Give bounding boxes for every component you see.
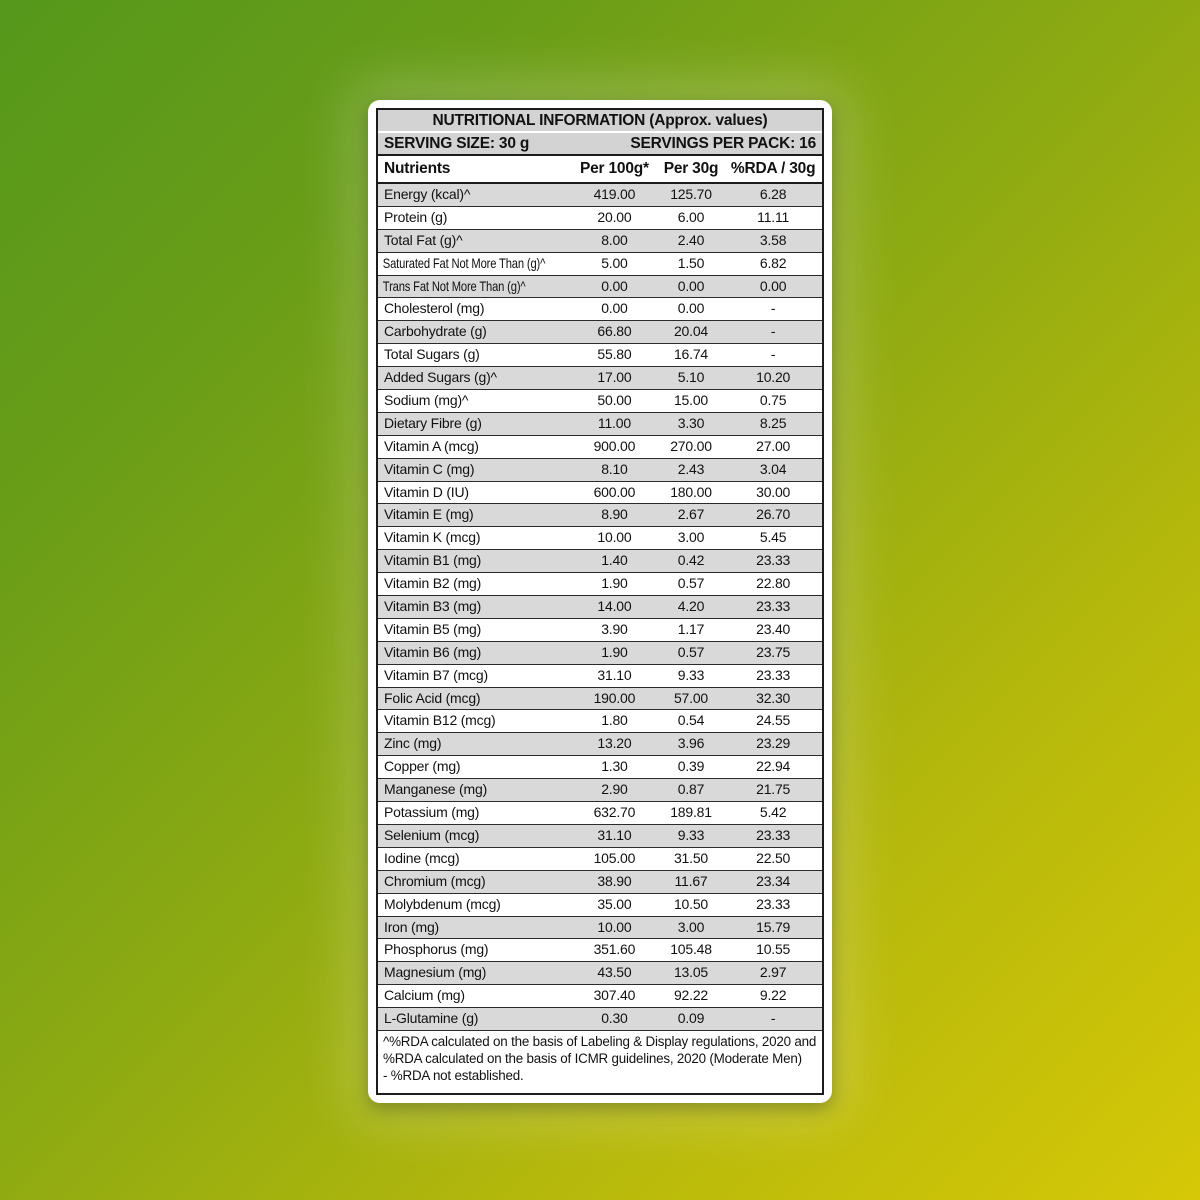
nutrient-value-rda: 3.04: [759, 460, 787, 477]
nutrient-value-rda: 30.00: [756, 483, 791, 500]
nutrient-name: Potassium (mg): [384, 804, 480, 821]
nutrient-value-per-100g: 14.00: [597, 598, 632, 615]
table-row: [378, 596, 822, 619]
nutrient-value-rda: 23.33: [756, 552, 791, 569]
nutrient-value-per-100g: 10.00: [597, 529, 632, 546]
table-row: [378, 802, 822, 825]
nutrient-value-per-30g: 0.00: [677, 300, 705, 317]
table-row: [378, 276, 822, 299]
nutrient-name: Energy (kcal)^: [384, 186, 471, 202]
nutrient-value-per-100g: 8.10: [601, 460, 628, 477]
nutrient-value-rda: 23.29: [756, 735, 791, 752]
table-row: [378, 756, 822, 779]
nutrient-value-per-100g: 55.80: [597, 346, 632, 363]
nutrient-value-per-100g: 8.90: [601, 506, 628, 523]
table-row: [378, 779, 822, 802]
nutrient-value-per-30g: 2.43: [677, 460, 705, 477]
column-header-nutrients: Nutrients: [384, 160, 451, 177]
nutrient-name: L-Glutamine (g): [384, 1010, 479, 1027]
nutrient-name: Magnesium (mg): [384, 964, 487, 981]
nutrient-name: Iodine (mcg): [384, 849, 460, 866]
nutrient-value-per-100g: 50.00: [597, 392, 632, 409]
nutrient-value-per-30g: 31.50: [673, 849, 709, 866]
nutrient-value-per-30g: 0.39: [677, 758, 705, 775]
nutrient-value-per-30g: 125.70: [670, 186, 712, 202]
nutrient-name: Saturated Fat Not More Than (g)^: [382, 254, 546, 271]
nutrient-value-per-100g: 419.00: [593, 186, 636, 202]
nutrient-value-rda: 23.33: [756, 598, 791, 615]
servings-per-pack-label: SERVINGS PER PACK: 16: [630, 135, 816, 152]
nutrient-value-per-100g: 5.00: [601, 254, 628, 271]
table-row: [378, 344, 822, 367]
nutrient-value-per-30g: 11.67: [674, 872, 708, 889]
nutrient-value-per-30g: 16.74: [673, 346, 709, 363]
footnote: [378, 1031, 822, 1093]
nutrient-rows: [378, 184, 822, 1031]
nutrient-value-rda: 23.33: [756, 666, 791, 683]
nutrient-value-per-30g: 3.00: [677, 529, 705, 546]
table-row: [378, 871, 822, 894]
nutrient-value-rda: 23.75: [756, 643, 791, 660]
nutrient-name: Vitamin E (mg): [384, 506, 474, 523]
nutrient-value-per-30g: 20.04: [673, 323, 709, 340]
nutrient-name: Molybdenum (mcg): [384, 895, 501, 912]
nutrient-name: Calcium (mg): [384, 987, 465, 1004]
nutrient-value-per-30g: 270.00: [670, 437, 712, 454]
nutrient-value-per-30g: 0.54: [677, 712, 705, 729]
nutrient-value-per-100g: 31.10: [597, 826, 632, 843]
table-row: [378, 436, 822, 459]
table-row: [378, 527, 822, 550]
table-row: [378, 962, 822, 985]
nutrient-value-rda: 23.33: [756, 826, 791, 843]
nutrient-value-per-30g: 3.96: [677, 735, 705, 752]
nutrient-name: Added Sugars (g)^: [384, 369, 497, 386]
nutrient-name: Vitamin A (mcg): [384, 437, 479, 454]
nutrient-name: Vitamin B3 (mg): [384, 598, 482, 615]
nutrient-value-rda: 6.28: [759, 186, 787, 202]
nutrient-value-rda: 26.70: [756, 506, 791, 523]
nutrient-value-rda: -: [770, 1010, 776, 1027]
nutrient-value-per-100g: 43.50: [597, 964, 632, 981]
table-row: [378, 253, 822, 276]
nutrient-value-per-100g: 1.90: [601, 643, 628, 660]
nutrient-name: Protein (g): [384, 208, 448, 225]
column-header-row: [378, 156, 822, 184]
nutrient-name: Vitamin B12 (mcg): [384, 712, 496, 729]
nutrient-value-per-100g: 600.00: [593, 483, 636, 500]
nutrient-value-per-100g: 8.00: [601, 231, 628, 248]
nutrient-value-per-30g: 189.81: [670, 804, 712, 821]
nutrient-value-rda: 32.30: [756, 689, 791, 706]
nutrient-name: Vitamin K (mcg): [384, 529, 481, 546]
nutrient-value-rda: 21.75: [756, 781, 791, 798]
column-header-rda-30g: %RDA / 30g: [730, 160, 816, 177]
nutrient-value-per-100g: 0.00: [601, 277, 628, 294]
nutrient-value-per-30g: 3.30: [677, 414, 705, 431]
nutrient-value-rda: 2.97: [759, 964, 787, 981]
nutrient-value-per-30g: 2.67: [677, 506, 705, 523]
nutrient-value-per-30g: 0.00: [677, 277, 705, 294]
table-row: [378, 367, 822, 390]
nutrient-value-per-30g: 0.09: [677, 1010, 705, 1027]
nutrient-value-per-30g: 1.50: [677, 254, 705, 271]
nutrient-name: Total Fat (g)^: [384, 231, 463, 248]
nutrient-value-per-100g: 35.00: [597, 895, 632, 912]
serving-size-label: SERVING SIZE: 30 g: [384, 135, 530, 152]
nutrient-value-per-100g: 3.90: [601, 620, 628, 637]
nutrient-name: Selenium (mcg): [384, 826, 480, 843]
nutrient-value-per-100g: 632.70: [593, 804, 636, 821]
nutrient-name: Vitamin B5 (mg): [384, 620, 482, 637]
footnote-line-1: ^%RDA calculated on the basis of Labeling & Display regulations, 2020 and %RDA calculated on the basis of ICMR guidelines, 2020 (Moderate Men): [383, 1033, 817, 1066]
table-row: [378, 848, 822, 871]
nutrient-value-rda: 8.25: [759, 414, 787, 431]
nutrient-value-rda: 3.58: [759, 231, 787, 248]
table-row: [378, 230, 822, 253]
nutrient-value-per-100g: 351.60: [593, 941, 636, 958]
nutrient-value-per-100g: 10.00: [597, 918, 632, 935]
nutrient-name: Chromium (mcg): [384, 872, 486, 889]
nutrient-value-per-30g: 10.50: [673, 895, 709, 912]
nutrient-value-per-100g: 0.00: [601, 300, 628, 317]
nutrient-value-per-30g: 0.57: [677, 643, 705, 660]
nutrient-value-rda: 22.80: [756, 575, 791, 592]
table-row: [378, 573, 822, 596]
nutrient-value-per-30g: 3.00: [677, 918, 705, 935]
nutrient-name: Vitamin B1 (mg): [384, 552, 482, 569]
nutrient-value-rda: 22.50: [756, 849, 791, 866]
nutrient-value-per-30g: 92.22: [673, 987, 709, 1004]
table-row: [378, 688, 822, 711]
nutrient-name: Manganese (mg): [384, 781, 488, 798]
nutrient-name: Phosphorus (mg): [384, 941, 489, 958]
table-row: [378, 459, 822, 482]
table-row: [378, 298, 822, 321]
nutrient-value-rda: 0.75: [759, 392, 787, 409]
table-row: [378, 894, 822, 917]
table-row: [378, 390, 822, 413]
table-row: [378, 504, 822, 527]
nutrient-value-per-100g: 66.80: [597, 323, 632, 340]
nutrient-name: Vitamin B2 (mg): [384, 575, 482, 592]
nutrient-value-per-100g: 20.00: [597, 208, 632, 225]
nutrient-name: Sodium (mg)^: [384, 392, 469, 409]
table-row: [378, 1008, 822, 1031]
table-title: NUTRITIONAL INFORMATION (Approx. values): [378, 110, 822, 133]
table-row: [378, 665, 822, 688]
nutrient-value-per-100g: 17.00: [597, 369, 632, 386]
nutrient-value-per-100g: 1.80: [601, 712, 628, 729]
nutrient-value-rda: -: [770, 300, 776, 317]
nutrient-value-per-100g: 307.40: [593, 987, 636, 1004]
nutrient-value-rda: 0.00: [759, 277, 787, 294]
nutrient-value-rda: -: [770, 323, 776, 340]
table-row: [378, 550, 822, 573]
nutrient-value-per-30g: 57.00: [673, 689, 709, 706]
nutrient-name: Copper (mg): [384, 758, 461, 775]
nutrient-value-per-30g: 1.17: [677, 620, 705, 637]
nutrient-value-per-30g: 0.87: [677, 781, 705, 798]
nutrient-value-rda: -: [770, 346, 776, 363]
nutrient-value-rda: 23.40: [756, 620, 791, 637]
nutrient-value-per-100g: 13.20: [597, 735, 632, 752]
nutrient-value-per-30g: 13.05: [673, 964, 709, 981]
nutrient-value-per-100g: 900.00: [593, 437, 636, 454]
nutrient-name: Vitamin B6 (mg): [384, 643, 482, 660]
nutrient-value-per-30g: 5.10: [677, 369, 705, 386]
nutrient-value-per-30g: 180.00: [670, 483, 712, 500]
nutrient-value-rda: 24.55: [756, 712, 791, 729]
table-row: [378, 413, 822, 436]
table-row: [378, 321, 822, 344]
nutrient-value-per-30g: 0.42: [677, 552, 705, 569]
nutrient-value-per-100g: 31.10: [597, 666, 632, 683]
table-row: [378, 985, 822, 1008]
nutrient-name: Iron (mg): [384, 918, 439, 935]
column-header-per-100g: Per 100g*: [579, 160, 649, 177]
nutrient-value-per-30g: 4.20: [677, 598, 705, 615]
nutrient-value-per-100g: 2.90: [601, 781, 628, 798]
nutrient-value-per-100g: 1.90: [601, 575, 628, 592]
nutrient-value-per-30g: 105.48: [670, 941, 712, 958]
nutrient-name: Trans Fat Not More Than (g)^: [382, 277, 526, 294]
nutrient-value-rda: 15.79: [756, 918, 791, 935]
table-row: [378, 917, 822, 940]
nutrition-table: [376, 108, 824, 1095]
footnote-line-2: - %RDA not established.: [383, 1067, 524, 1083]
nutrient-value-rda: 27.00: [756, 437, 791, 454]
table-row: [378, 825, 822, 848]
table-row: [378, 482, 822, 505]
nutrient-value-rda: 23.34: [756, 872, 791, 889]
nutrient-name: Carbohydrate (g): [384, 323, 487, 340]
table-row: [378, 710, 822, 733]
nutrient-name: Cholesterol (mg): [384, 300, 485, 317]
nutrient-name: Dietary Fibre (g): [384, 414, 482, 431]
table-row: [378, 207, 822, 230]
nutrient-value-per-100g: 11.00: [597, 414, 631, 431]
nutrient-value-per-100g: 105.00: [593, 849, 636, 866]
nutrient-value-rda: 9.22: [759, 987, 787, 1004]
nutrient-name: Total Sugars (g): [384, 346, 480, 363]
nutrient-value-per-100g: 1.40: [601, 552, 628, 569]
nutrient-name: Vitamin C (mg): [384, 460, 475, 477]
serving-row: [378, 133, 822, 156]
nutrient-value-per-30g: 15.00: [673, 392, 709, 409]
nutrient-value-per-30g: 0.57: [677, 575, 705, 592]
nutrient-value-per-100g: 0.30: [601, 1010, 628, 1027]
column-header-per-30g: Per 30g: [663, 160, 719, 177]
nutrient-value-rda: 11.11: [757, 208, 790, 225]
nutrient-value-per-100g: 1.30: [601, 758, 628, 775]
nutrient-value-per-100g: 190.00: [593, 689, 636, 706]
nutrient-value-per-30g: 6.00: [677, 208, 705, 225]
nutrient-value-rda: 6.82: [759, 254, 787, 271]
table-row: [378, 184, 822, 207]
table-row: [378, 619, 822, 642]
nutrient-value-per-30g: 9.33: [677, 666, 705, 683]
nutrient-value-rda: 23.33: [756, 895, 791, 912]
nutrient-value-per-100g: 38.90: [597, 872, 632, 889]
nutrient-value-rda: 22.94: [756, 758, 791, 775]
nutrient-value-per-30g: 2.40: [677, 231, 705, 248]
table-row: [378, 939, 822, 962]
table-row: [378, 642, 822, 665]
nutrient-name: Folic Acid (mcg): [384, 689, 481, 706]
table-row: [378, 733, 822, 756]
nutrient-value-rda: 10.55: [756, 941, 791, 958]
nutrient-value-rda: 5.42: [759, 804, 787, 821]
nutrient-name: Vitamin D (IU): [384, 483, 469, 500]
nutrient-value-rda: 10.20: [756, 369, 791, 386]
nutrition-label-card: [368, 100, 832, 1103]
nutrient-value-per-30g: 9.33: [677, 826, 705, 843]
nutrient-name: Vitamin B7 (mcg): [384, 666, 488, 683]
nutrient-value-rda: 5.45: [759, 529, 787, 546]
nutrient-name: Zinc (mg): [384, 735, 442, 752]
